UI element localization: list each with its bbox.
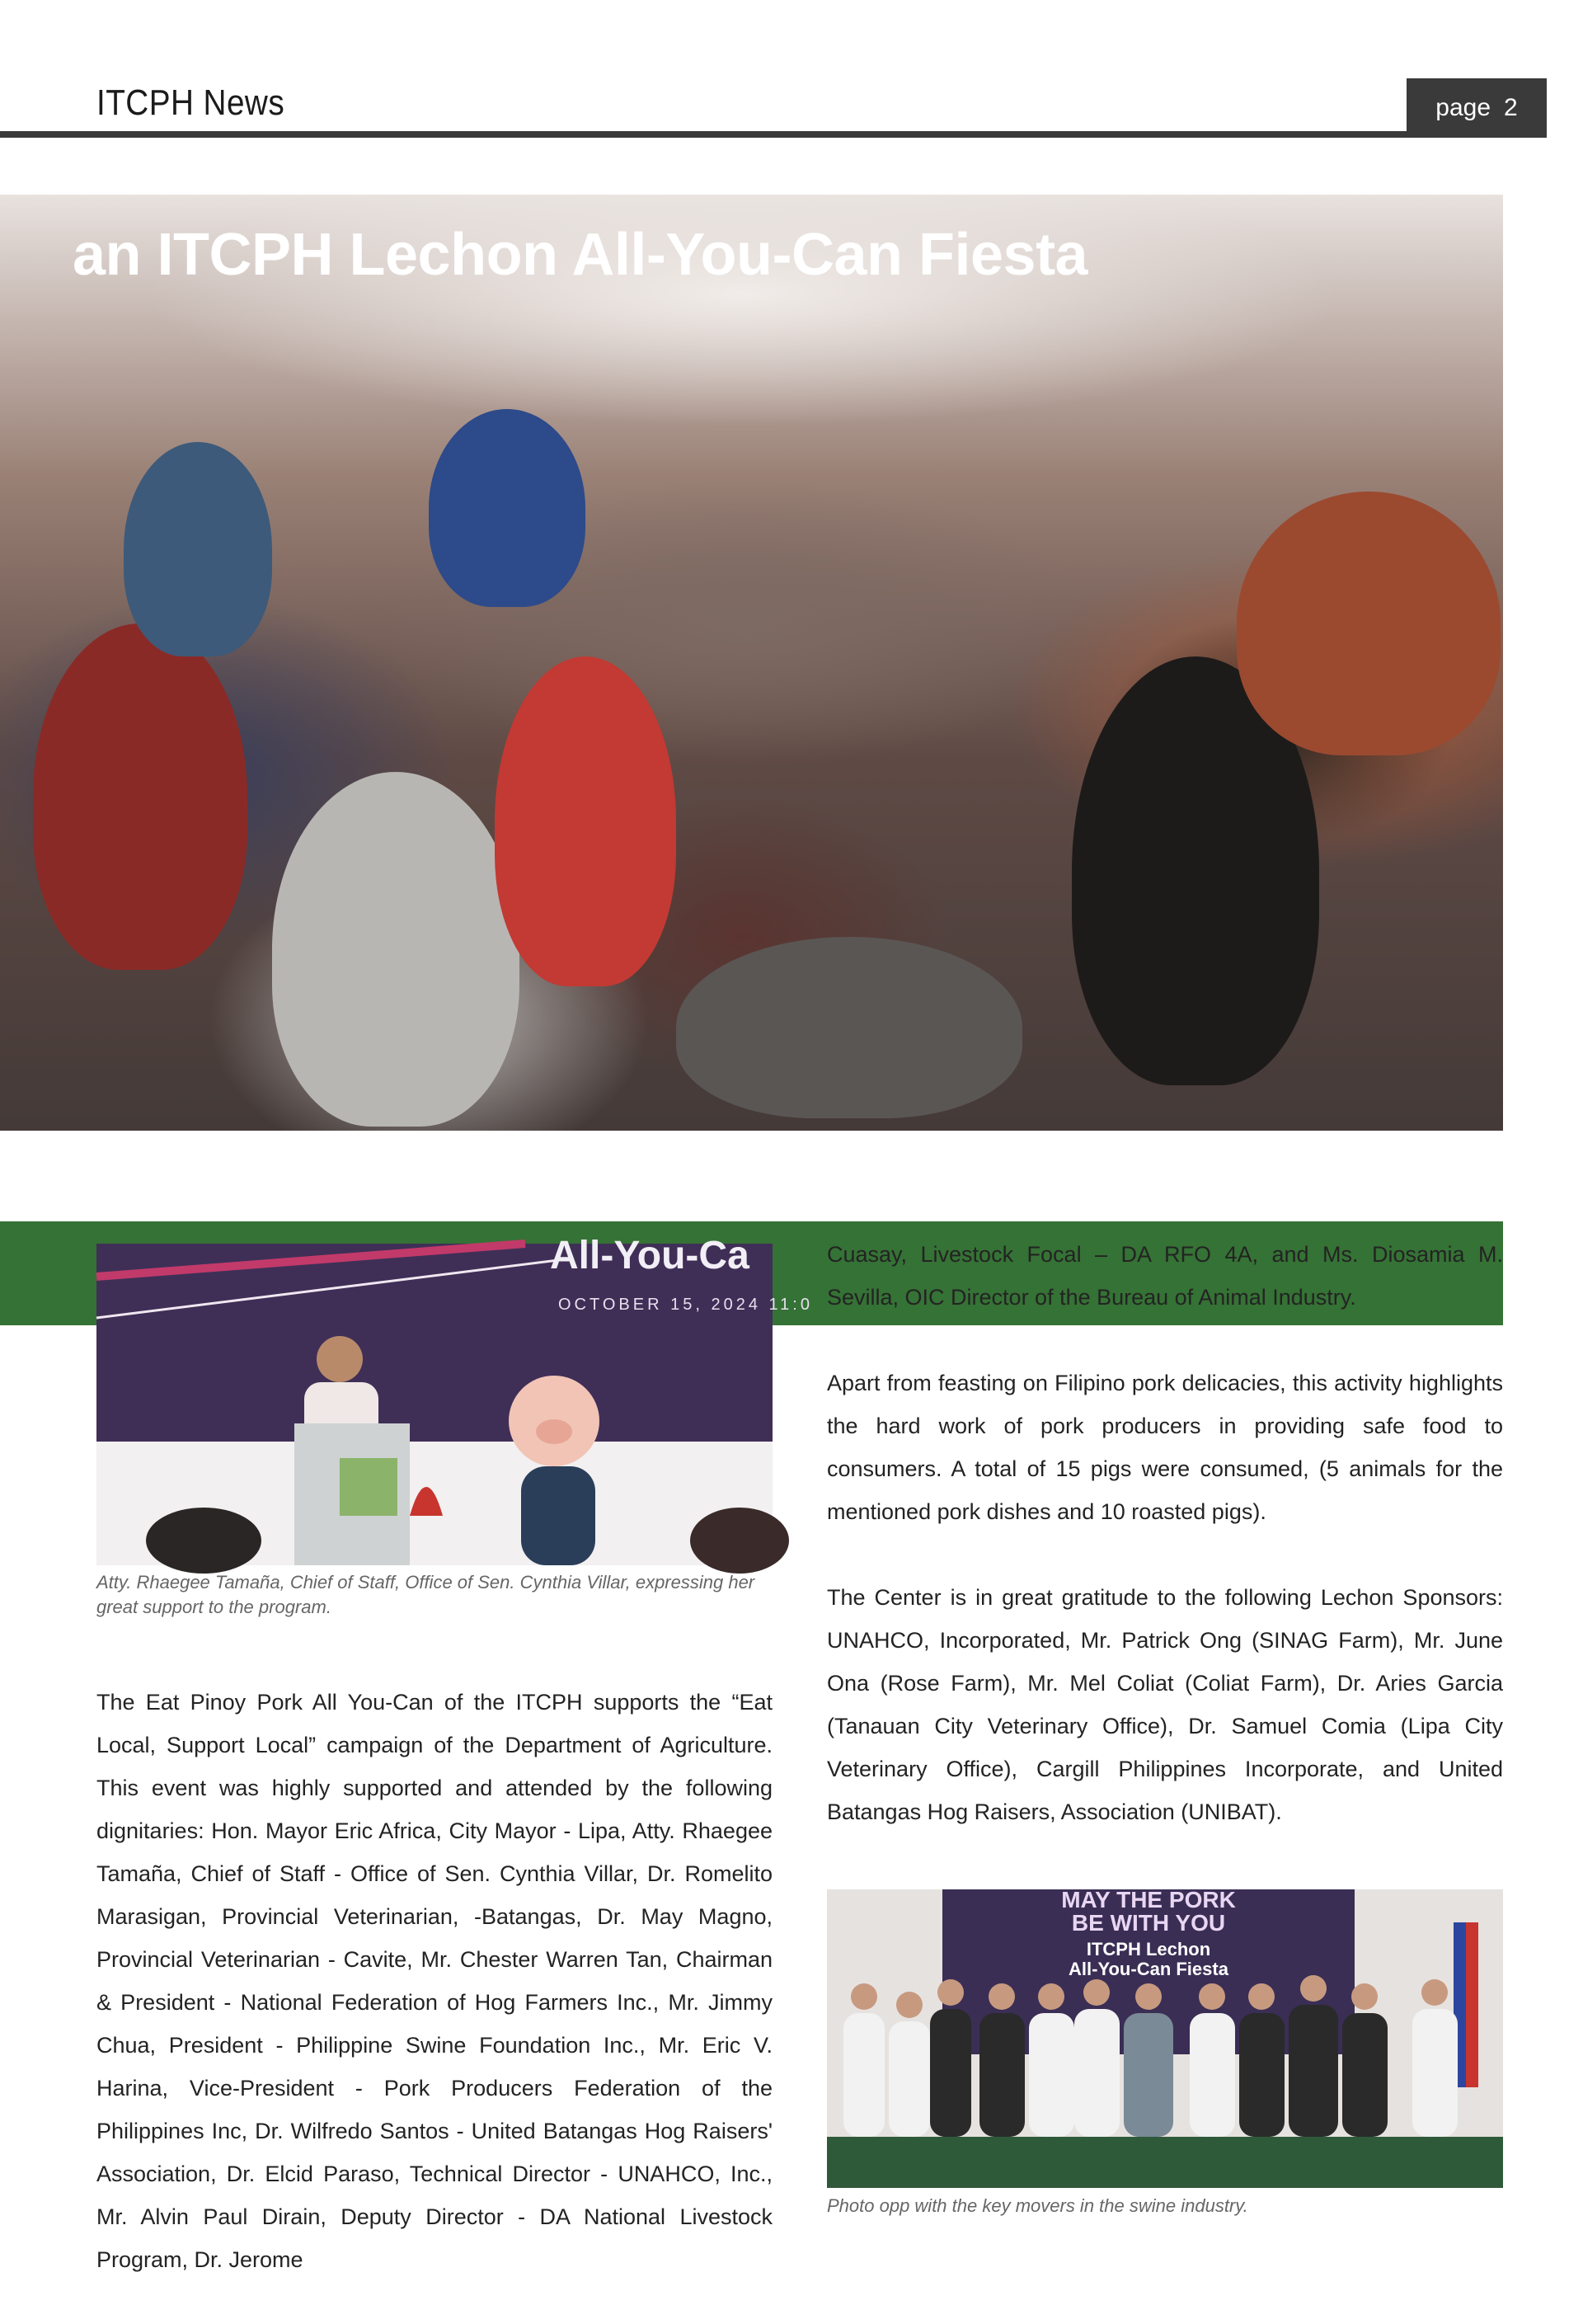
page-number-tab [1407,78,1547,138]
speaker-photo-illustration [96,1234,813,1565]
group-photo-banner-line2: BE WITH YOU [1071,1910,1226,1936]
article-right-column [827,1233,1503,1876]
speaker-photo-date-text: OCTOBER 15, 2024 11:0 [558,1296,813,1314]
hero-photo [0,195,1503,1131]
group-photo [827,1889,1503,2188]
speaker-photo-caption: Atty. Rhaegee Tamaña, Chief of Staff, Office of Sen. Cynthia Villar, expressing her great support to the program. [96,1572,755,1617]
article-left-column [96,1681,773,2324]
group-photo-illustration [827,1889,1503,2188]
group-photo-banner-line1: MAY THE PORK [1061,1887,1236,1912]
page-label: page [1435,94,1491,121]
newsletter-title: ITCPH News [96,82,285,123]
article-paragraph: The Center is in great gratitude to the following Lechon Sponsors: UNAHCO, Incorporated, Mr. Patrick Ong (SINAG Farm), Mr. June Ona (Rose Farm), Mr. Mel Coliat (Coliat Farm), Dr. Aries Garcia (Tanauan City Veterinary Office), Dr. Samuel Comia (Lipa City Veterinary Office), Cargill Philippines Incorporate, and United Batangas Hog Raisers, Association (UNIBAT). [827,1585,1503,1824]
article-paragraph: Apart from feasting on Filipino pork delicacies, this activity highlights the hard work of pork producers in providing safe food to consumers. A total of 15 pigs were consumed, (5 animals for the mentioned pork dishes and 10 roasted pigs). [827,1371,1503,1524]
speaker-photo [96,1234,813,1565]
speaker-photo-banner-text: All-You-Ca [550,1234,749,1277]
page-number: 2 [1504,94,1518,121]
header-rule [0,131,1547,138]
group-photo-banner-line3: ITCPH Lechon [1086,1939,1211,1959]
hero-title: an ITCPH Lechon All-You-Can Fiesta [73,222,1088,288]
group-photo-caption: Photo opp with the key movers in the swine industry. [827,2195,1248,2216]
group-photo-banner-line4: All-You-Can Fiesta [1069,1959,1228,1979]
article-paragraph: The Eat Pinoy Pork All You-Can of the ITCPH supports the “Eat Local, Support Local” campaign of the Department of Agriculture. This event was highly supported and attended by the following dignitaries: Hon. Mayor Eric Africa, City Mayor - Lipa, Atty. Rhaegee Tamaña, Chief of Staff - Office of Sen. Cynthia Villar, Dr. Romelito Marasigan, Provincial Veterinarian, -Batangas, Dr. May Magno, Provincial Veterinarian - Cavite, Mr. Chester Warren Tan, Chairman & President - National Federation of Hog Farmers Inc., Mr. Jimmy Chua, President - Philippine Swine Foundation Inc., Mr. Eric V. Harina, Vice-President - Pork Producers Federation of the Philippines Inc, Dr. Wilfredo Santos - United Batangas Hog Raisers' Association, Dr. Elcid Paraso, Technical Director - UNAHCO, Inc., Mr. Alvin Paul Dirain, Deputy Director - DA National Livestock Program, Dr. Jerome [96,1690,773,2272]
article-paragraph: Cuasay, Livestock Focal – DA RFO 4A, and Ms. Diosamia M. Sevilla, OIC Director of the Bureau of Animal Industry. [827,1242,1503,1310]
